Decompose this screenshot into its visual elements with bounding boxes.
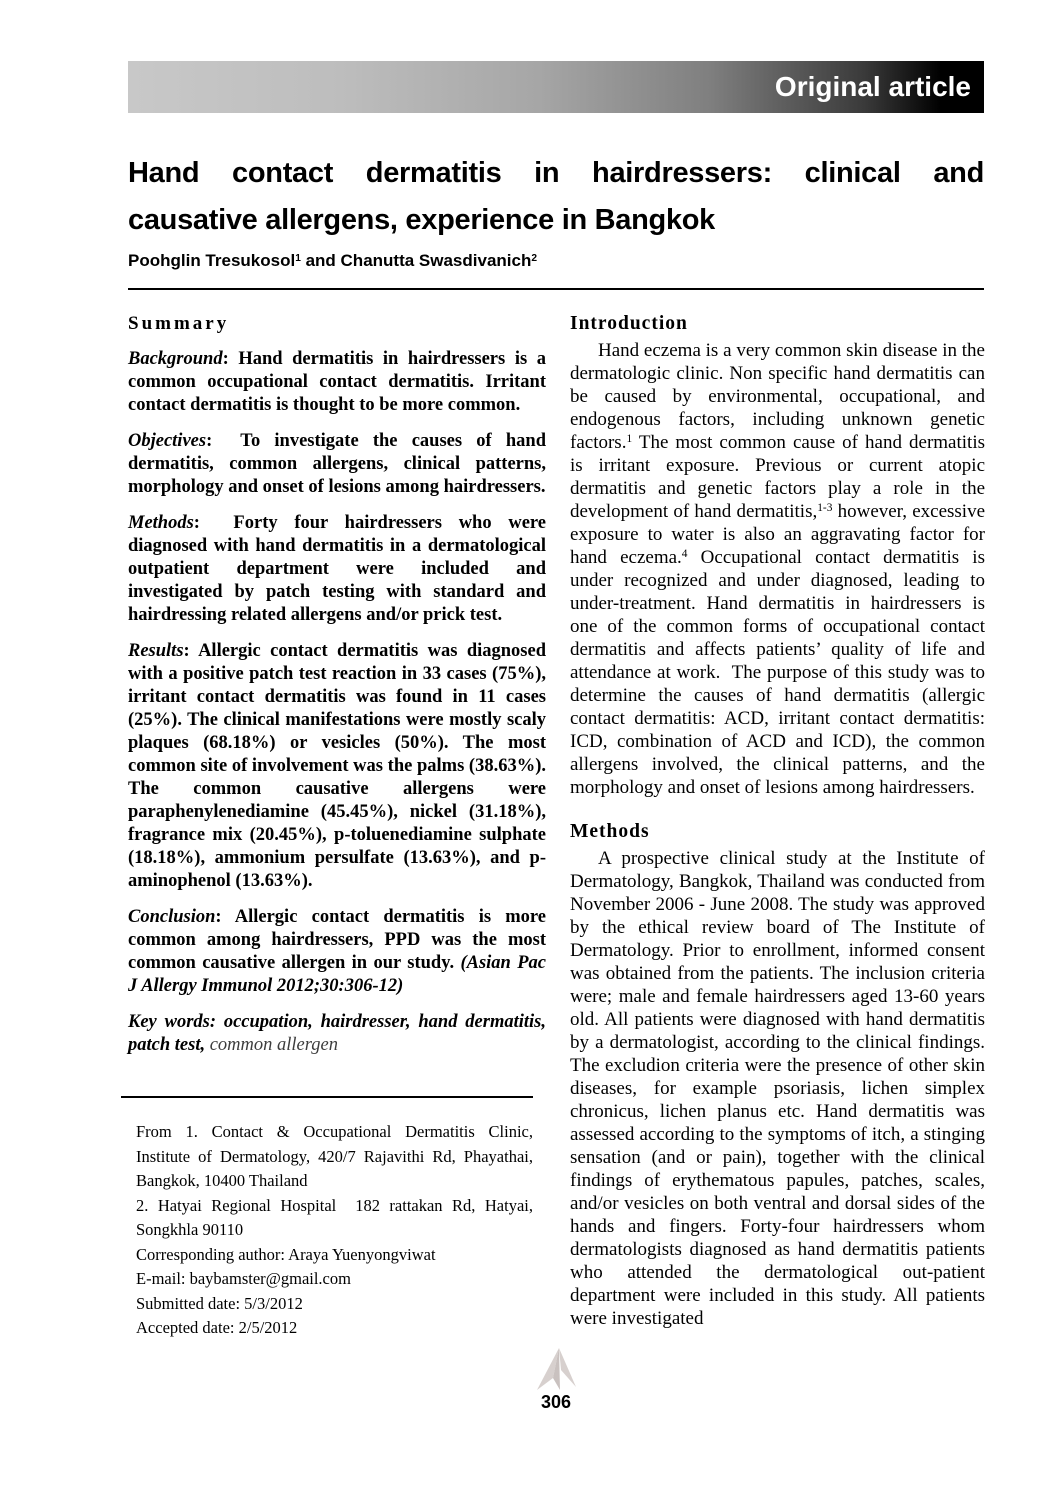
text-segment: : To investigate the causes of hand dermatitis, common allergens, clinical patterns, morphology and onset of lesions among hairdressers. (128, 431, 546, 497)
text-segment: Methods (128, 513, 194, 533)
text-segment: 1-3 (817, 502, 833, 515)
text-segment: and Chanutta Swasdivanich (300, 251, 532, 270)
section-heading: Introduction (570, 313, 688, 334)
summary-paragraph (128, 1011, 546, 1057)
text-segment: : Allergic contact dermatitis was diagnosed with a positive patch test reaction in 33 cases (75%), irritant contact dermatitis was found in 11 cases (25%). The clinical manifestations were mostly scaly plaques (68.18%) or vesicles (50%). The most common site of involvement was the palms (38.63%). The common causative allergens were paraphenylenediamine (45.45%), nickel (31.18%), fragrance mix (20.45%), p-toluenediamine sulphate (18.18%), ammonium persulfate (13.63%), and p-aminophenol (13.63%). (128, 641, 546, 891)
footnote-block (121, 1096, 533, 1341)
header-divider (128, 288, 984, 290)
text-segment: however, excessive exposure to water is also an aggravating factor for hand eczema. (570, 501, 985, 568)
summary-paragraph (128, 512, 546, 627)
footnote-line: From 1. Contact & Occupational Dermatitis Clinic, Institute of Dermatology, 420/7 Rajavithi Rd, Phayathai, Bangkok, 10400 Thailand (136, 1122, 533, 1190)
text-segment: Results (128, 641, 184, 661)
text-segment: : Hand dermatitis in hairdressers is a common occupational contact dermatitis. Irritant contact dermatitis is thought to be more common. (128, 349, 546, 415)
body-paragraph (570, 339, 985, 799)
title-line-1: Hand contact dermatitis in hairdressers: clinical and (128, 157, 984, 189)
summary-column (128, 313, 546, 1070)
text-segment: : Allergic contact dermatitis is more common among hairdressers, PPD was the most common causative allergen in our study. (128, 907, 546, 973)
text-segment: 1 (295, 252, 301, 264)
footnote-line: Accepted date: 2/5/2012 (136, 1318, 298, 1337)
section-heading: Methods (570, 821, 650, 842)
article-type-banner (128, 61, 984, 113)
article-title (128, 150, 984, 244)
summary-paragraph (128, 906, 546, 998)
text-segment: common allergen (209, 1035, 338, 1055)
text-segment: Background (128, 349, 223, 369)
text-segment: Objectives (128, 431, 207, 451)
summary-heading: Summary (128, 313, 230, 334)
banner-label: Original article (774, 71, 971, 102)
text-segment: Hand eczema is a very common skin disease in the dermatologic clinic. Non specific hand dermatitis can be caused by environmental, occupational, and endogenous factors, including unknown genetic factors. (570, 340, 985, 453)
text-segment: occupation, hairdresser, hand dermatitis, patch test, (128, 1012, 546, 1055)
text-segment: (Asian Pac J Allergy Immunol 2012;30:306-12) (128, 953, 546, 996)
text-segment: Conclusion (128, 907, 216, 927)
body-section (570, 313, 985, 799)
text-segment: Occupational contact dermatitis is under recognized and under diagnosed, leading to under-treatment. Hand dermatitis in hairdressers is one of the common forms of occupational contact dermatitis and affects patients’ quality of life and attendance at work. The purpose of this study was to determine the causes of hand dermatitis (allergic contact dermatitis: ACD, irritant contact dermatitis: ICD, combination of ACD and ICD), the common allergens involved, the clinical patterns, and the morphology and onset of lesions among hairdressers. (570, 547, 985, 798)
text-segment: Poohglin Tresukosol (128, 251, 296, 270)
footnote-line: E-mail: baybamster@gmail.com (136, 1269, 351, 1288)
journal-logo-icon (532, 1347, 580, 1391)
body-paragraph (570, 847, 985, 1330)
title-line-2: causative allergens, experience in Bangkok (128, 204, 716, 236)
text-segment: Key words: (128, 1012, 224, 1032)
body-section (570, 821, 985, 1330)
text-segment: A prospective clinical study at the Institute of Dermatology, Bangkok, Thailand was conducted from November 2006 - June 2008. The study was approved by the ethical review board of The Institute of Dermatology. Prior to enrollment, informed consent was obtained from the patients. The inclusion criteria were; male and female hairdressers aged 13-60 years old. All patients were diagnosed with hand dermatitis by a dermatologist, according to the clinical findings. The excludion criteria were the presence of other skin diseases, for example psoriasis, lichen simplex chronicus, lichen planus etc. Hand dermatitis was assessed according to the symptoms of itch, a stinging sensation (and or pain), together with the clinical findings of erythematous papules, patches, scales, and/or vesicles on both ventral and dorsal sides of the hands and fingers. Forty-four hairdressers whom dermatologists diagnosed as hand dermatitis patients who attended the dermatological out-patient department were included in this study. All patients were investigated (570, 848, 985, 1329)
footnote-divider (121, 1096, 533, 1098)
text-segment: 2 (531, 252, 538, 264)
summary-paragraphs (128, 348, 546, 1057)
footnote-line: 2. Hatyai Regional Hospital 182 rattakan Rd, Hatyai, Songkhla 90110 (136, 1195, 533, 1239)
body-column (570, 313, 985, 1330)
footnote-lines (121, 1120, 533, 1341)
page-number: 306 (540, 1392, 572, 1412)
text-segment: : Forty four hairdressers who were diagnosed with hand dermatitis in a dermatological outpatient department were included and investigated by patch testing with standard and hairdressing related allergens and/or prick test. (128, 513, 546, 625)
summary-paragraph (128, 348, 546, 417)
text-segment: 1 (626, 433, 633, 446)
footnote-line: Submitted date: 5/3/2012 (136, 1293, 303, 1313)
footnote-line: Corresponding author: Araya Yuenyongviwat (136, 1244, 436, 1264)
authors-line (128, 251, 984, 271)
summary-paragraph (128, 430, 546, 499)
text-segment: The most common cause of hand dermatitis is irritant exposure. Previous or current atopic dermatitis and genetic factors play a role in the development of hand dermatitis, (570, 432, 985, 522)
text-segment: 4 (681, 548, 688, 561)
page-footer (128, 1347, 984, 1413)
summary-paragraph (128, 640, 546, 893)
